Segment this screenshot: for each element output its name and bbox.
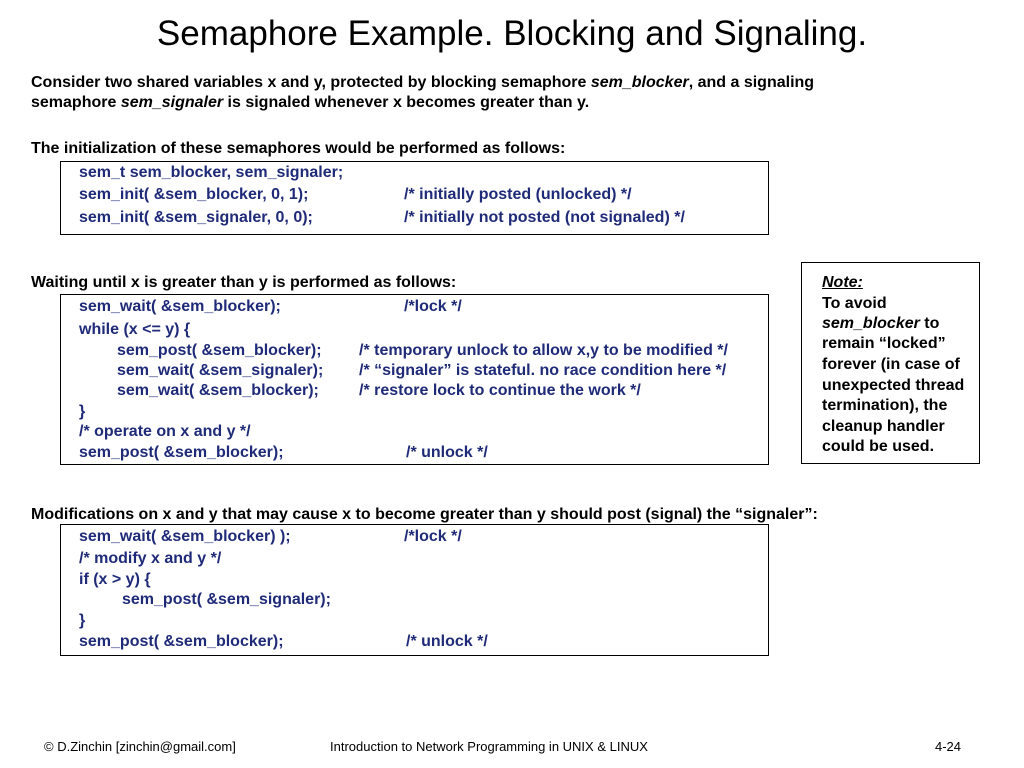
intro-text: semaphore — [31, 94, 121, 111]
note-text: to — [919, 315, 940, 332]
code-line: sem_wait( &sem_signaler); — [117, 362, 324, 379]
note-line: could be used. — [822, 438, 935, 455]
code-comment: /* restore lock to continue the work */ — [359, 382, 641, 399]
code-line: sem_wait( &sem_blocker) ); — [79, 528, 291, 545]
note-line — [822, 314, 939, 334]
code-comment: /*lock */ — [404, 528, 462, 545]
code-line: sem_t sem_blocker, sem_signaler; — [79, 164, 344, 181]
note-label-text: Note: — [822, 274, 863, 291]
intro-text: , and a signaling — [688, 74, 815, 91]
note-box — [801, 262, 980, 464]
code-comment: /* “signaler” is stateful. no race condition here */ — [359, 362, 727, 379]
code-comment: /* initially posted (unlocked) */ — [404, 186, 632, 203]
code-line: sem_init( &sem_signaler, 0, 0); — [79, 209, 313, 226]
sem-blocker-term: sem_blocker — [590, 74, 689, 91]
footer-page-number: 4-24 — [935, 739, 962, 754]
mod-code-box — [60, 524, 769, 656]
code-comment: /* unlock */ — [406, 444, 488, 461]
code-line: while (x <= y) { — [79, 321, 191, 338]
slide-title: Semaphore Example. Blocking and Signaling. — [156, 14, 868, 53]
code-line: } — [79, 403, 86, 420]
code-line: sem_post( &sem_blocker); — [79, 444, 284, 461]
footer-copyright: © D.Zinchin [zinchin@gmail.com] — [44, 739, 236, 754]
code-line: sem_post( &sem_blocker); — [117, 342, 322, 359]
wait-code-box — [60, 294, 769, 465]
intro-text: Consider two shared variables x and y, protected by blocking semaphore — [31, 74, 591, 91]
code-line: if (x > y) { — [79, 571, 151, 588]
sem-signaler-term: sem_signaler — [120, 94, 224, 111]
note-label — [822, 273, 863, 293]
note-line: forever (in case of — [822, 356, 960, 373]
intro-line-2 — [31, 92, 589, 113]
note-line: To avoid — [822, 295, 887, 312]
mod-heading: Modifications on x and y that may cause x to become greater than y should post (signal) the “signaler”: — [31, 506, 818, 523]
footer-course: Introduction to Network Programming in UNIX & LINUX — [330, 739, 648, 754]
code-line: sem_post( &sem_blocker); — [79, 633, 284, 650]
wait-heading: Waiting until x is greater than y is performed as follows: — [31, 274, 457, 291]
code-line: sem_post( &sem_signaler); — [122, 591, 331, 608]
code-line: /* operate on x and y */ — [79, 423, 251, 440]
code-comment: /* unlock */ — [406, 633, 488, 650]
note-term: sem_blocker — [822, 315, 920, 332]
intro-line-1 — [31, 72, 814, 93]
note-line: remain “locked” — [822, 335, 946, 352]
code-line: sem_wait( &sem_blocker); — [79, 298, 281, 315]
note-line: unexpected thread — [822, 377, 965, 394]
init-heading: The initialization of these semaphores would be performed as follows: — [31, 140, 566, 157]
code-comment: /* initially not posted (not signaled) */ — [404, 209, 685, 226]
note-line: cleanup handler — [822, 418, 945, 435]
note-line: termination), the — [822, 397, 948, 414]
init-code-box — [60, 161, 769, 235]
code-line: /* modify x and y */ — [79, 550, 222, 567]
intro-text: is signaled whenever x becomes greater than y. — [223, 94, 590, 111]
code-line: sem_init( &sem_blocker, 0, 1); — [79, 186, 309, 203]
code-line: } — [79, 612, 86, 629]
code-comment: /*lock */ — [404, 298, 462, 315]
code-line: sem_wait( &sem_blocker); — [117, 382, 319, 399]
code-comment: /* temporary unlock to allow x,y to be modified */ — [359, 342, 728, 359]
